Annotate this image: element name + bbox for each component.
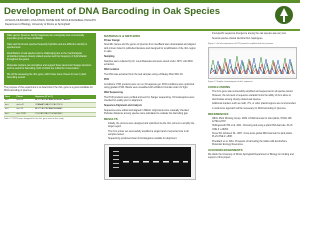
- table-cell: ATGTCACCACAAACAGAAAC: [34, 107, 96, 112]
- methods-subheading: DNA Isolation: [104, 69, 120, 72]
- references-heading: REFERENCES: [208, 111, 229, 116]
- column-introduction: [4, 33, 96, 121]
- methods-text: Samples were collected by Dr. Louis Beauvais and were stored under -80°C until DNA extraction.: [104, 60, 193, 66]
- methods-subheading: Primer Design: [104, 39, 120, 42]
- list-item: • Initially, the primers were designed and optimized via the rbcL primers to amplify the target region.: [108, 123, 196, 129]
- university-logo: [272, 4, 296, 26]
- table-cell: GTAAAATCAAGTCCACCRCG: [34, 103, 96, 108]
- list-item: • Several species shared identical rbcL haplotypes.: [212, 38, 297, 41]
- methods-subheading: DNA Sequencing: [104, 92, 123, 95]
- list-item: • Interspecific sequence divergence among the oak species was very low.: [212, 33, 297, 36]
- list-item: • The rbcL gene was successfully amplified and sequenced in all species tested.: [212, 91, 297, 94]
- intro-paragraph: Molecular markers can strengthen and support these taxonomic lineage decisions and be useful for barcoding, both of which are critical for conservation.: [7, 64, 92, 71]
- list-item: • Additional markers such as matK, ITS, or other plastid regions are recommended.: [212, 103, 297, 106]
- methods-heading: MATERIALS & METHODS: [104, 34, 141, 38]
- reference-item: • CBOL Plant Working Group. 2009. A DNA barcode for land plants. PNAS 106: 12794-12797.: [212, 118, 297, 124]
- authors: JOSHUA KILBOURN, LISA STEIN, ROSIE ANN NICOLE DASHIELL PHILLIPS: [5, 19, 96, 22]
- introduction-box: [4, 33, 96, 85]
- table-cell: rbcL: [4, 103, 16, 108]
- table-cell: rbcLa-R: [16, 103, 35, 108]
- table-caption: Table 1. PCR Primers designed for the rbcL gene used in this study: [4, 118, 64, 121]
- gel-figure: [104, 144, 196, 180]
- methods-text: Sequences were edited and aligned in MEGA. Alignments were manually checked. Pairwise distances among species were calculated to evaluate the barcoding gap.: [104, 109, 190, 116]
- table-cell: ATGTCACCACAAACAGAGACTAAAGC: [34, 99, 96, 103]
- methods-subheading: Sampling: [104, 55, 115, 58]
- intro-paragraph: Oaks and the known species frequently hybridize and are difficult to identify to species level.: [7, 43, 88, 50]
- methods-text: Conditions: PCR products were run on 1% agarose gel. PCR conditions were optimized using gradient PCR. Bands were visualized with ethidium bromide under UV light.: [104, 83, 195, 89]
- poster-title: Development of DNA Barcoding in Oak Species: [4, 6, 221, 17]
- reference-item: • Kress WJ, Erickson DL. 2007. A two-locus global DNA barcode for land plants. PLoS ONE 2: e508.: [212, 133, 297, 139]
- figure-caption: Figure 1. Gel electrophoresis of PCR products amplified with rbcL primers.: [208, 42, 274, 45]
- table-cell: rbcL-1F: [16, 107, 35, 112]
- intro-paragraph: Identification of oak species can be challenging due to the morphological similarities between closely related species and the frequency of hybridization throughout the genus.: [7, 52, 87, 62]
- results-list: [104, 123, 196, 142]
- chromatogram-figure: [208, 47, 297, 79]
- table-header: Primer: [16, 95, 35, 99]
- table-cell: TCGCATGTACCTGCAGTAGC: [34, 112, 96, 117]
- list-item: • The rbcL primer set successfully amplified a single band of expected size in all samples tested.: [108, 131, 196, 137]
- table-cell: rbcL: [4, 99, 16, 103]
- reference-item: • Hollingsworth PM et al. 2011. Choosing and using a plant DNA barcode. PLoS ONE 6: e19254.: [212, 125, 297, 131]
- acknowledgements-text: We thank the University of Illinois Springfield Department of Biology for funding and support of this project.: [208, 153, 294, 160]
- figure-caption: Figure 2. Sample chromatogram of rbcL sequence.: [208, 81, 254, 83]
- conclusions-list: [208, 91, 297, 111]
- intro-paragraph: Oaks (genus Quercus, family Fagaceae) are ecologically and economically important group of trees worldwide.: [7, 35, 85, 41]
- references-list: [208, 118, 297, 148]
- chromatogram-image: [210, 50, 296, 76]
- table-header: Sequence (5' to 3'): [34, 95, 96, 99]
- intro-paragraph: We will be assessing the rbcL gene, which have been chosen for use in plant barcoding overall.: [7, 73, 87, 80]
- conclusions-heading: CONCLUSIONS: [208, 85, 231, 90]
- methods-subheading: PCR: [104, 78, 109, 81]
- methods-text: The DNA was extracted from the leaf samples using a DNeasy Plant Mini Kit.: [104, 73, 184, 76]
- acknowledgements-heading: ACKNOWLEDGEMENTS: [208, 148, 243, 153]
- list-item: • Sequencing produced clean chromatograms suitable for alignment.: [108, 138, 196, 141]
- table-cell: rbcLa-F: [16, 99, 35, 103]
- list-item: • A multi-locus approach will be necessary for DNA barcoding in Quercus.: [212, 108, 297, 111]
- table-header: Gene: [4, 95, 16, 99]
- reference-item: • Piredda R et al. 2011. Prospects of barcoding the Italian wild dendroflora. Molecular Ecology Resources.: [212, 141, 297, 147]
- column-results: [208, 33, 297, 162]
- primer-table: [4, 95, 96, 117]
- top-band: [0, 0, 300, 3]
- results-list-continued: [208, 33, 297, 41]
- table-cell: rbcL: [4, 112, 16, 117]
- table-cell: rbcL-724R: [16, 112, 35, 117]
- department: Department of Biology, University of Illinois at Springfield: [5, 23, 70, 26]
- results-heading: RESULTS: [104, 117, 118, 122]
- methods-subheading: Sequence Alignment and Analysis: [104, 105, 142, 108]
- table-cell: rbcL: [4, 107, 16, 112]
- gel-electrophoresis-image: [109, 147, 191, 177]
- table-row: [4, 112, 96, 117]
- list-item: • However, the low level of sequence variation limits the ability of rbcL alone to discriminate among closely related oak species.: [212, 95, 297, 101]
- methods-text: The PCR products were purified and sent for Sanger sequencing. Chromatograms were checked for quality prior to alignment.: [104, 96, 195, 102]
- objective-text: The purpose of this experiment is to determine if the rbcL gene is a good candidate for DNA barcoding in Quercus.: [4, 86, 93, 92]
- header-rule: [0, 29, 300, 31]
- methods-text: Scientific names and the genus of Quercus from GenBank were downloaded and aligned with primers listed in published literature and designed for amplification of the rbcL region in oaks.: [104, 44, 196, 53]
- column-methods: [104, 33, 196, 182]
